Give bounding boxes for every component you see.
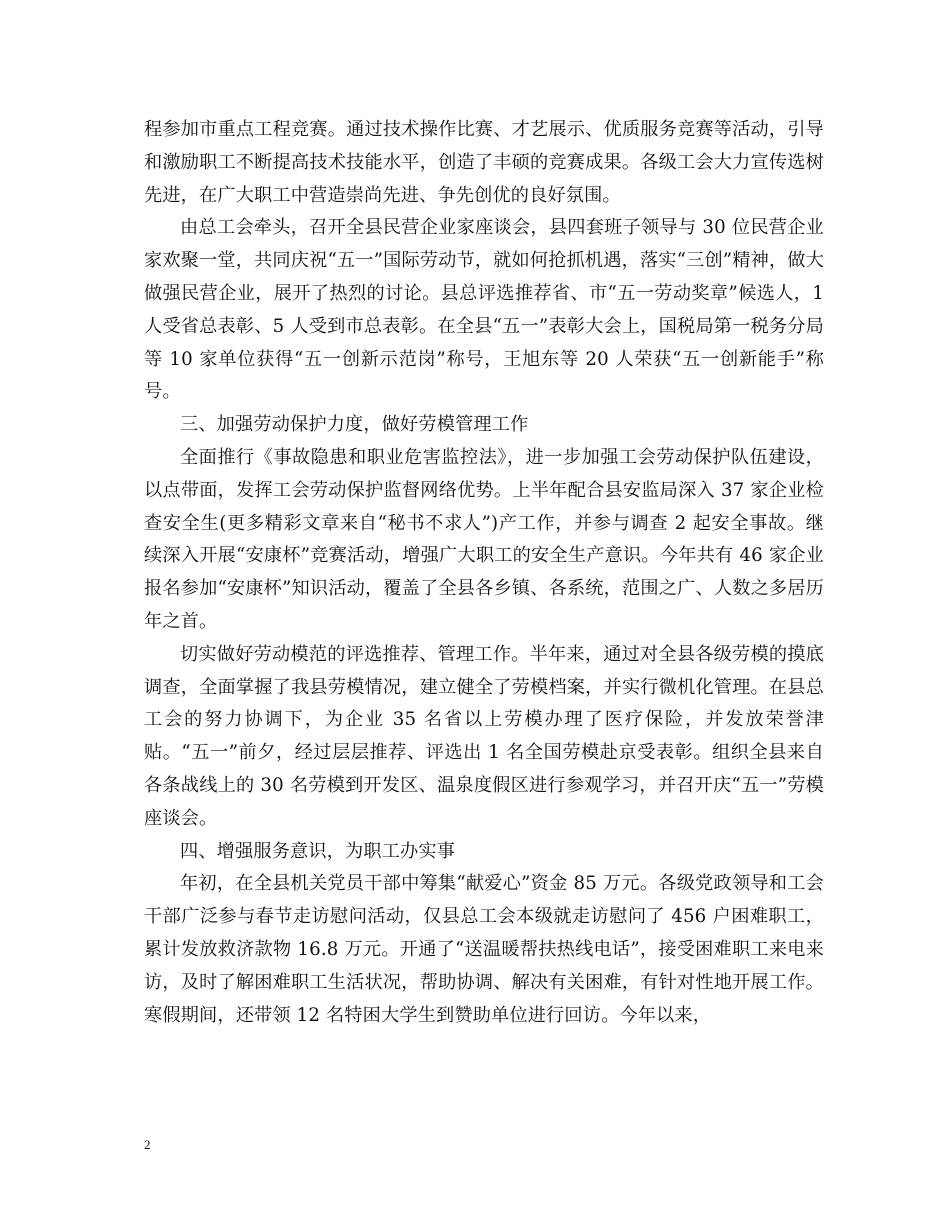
section-heading-3: 三、加强劳动保护力度，做好劳模管理工作 [180, 414, 529, 436]
paragraph-7: 年初，在全县机关党员干部中筹集“献爱心”资金 85 万元。各级党政领导和工会干部广泛参与春节走访慰问活动，仅县总工会本级就走访慰问了 456 户困难职工，累计发放救济款物 16.8 万元。开通了“送温暖帮扶热线电话”，接受困难职工来电来访，及时了解困难职工生活状况，帮助协调、解决有关困难，有针对性地开展工作。寒假期间，还带领 12 名特困大学生到赞助单位进行回访。今年以来， [144, 873, 824, 1026]
section-heading-4: 四、增强服务意识，为职工办实事 [180, 840, 456, 862]
paragraph-2: 由总工会牵头，召开全县民营企业家座谈会，县四套班子领导与 30 位民营企业家欢聚一堂，共同庆祝“五一”国际劳动节，就如何抢抓机遇，落实“三创”精神，做大做强民营企业，展开了热烈的讨论。县总评选推荐省、市“五一劳动奖章”候选人，1 人受省总表彰、5 人受到市总表彰。在全县“五一”表彰大会上，国税局第一税务分局等 10 家单位获得“五一创新示范岗”称号，王旭东等 20 人荣获“五一创新能手”称号。 [144, 217, 824, 403]
paragraph-1: 程参加市重点工程竞赛。通过技术操作比赛、才艺展示、优质服务竞赛等活动，引导和激励职工不断提高技术技能水平，创造了丰硕的竞赛成果。各级工会大力宣传选树先进，在广大职工中营造崇尚先进、争先创优的良好氛围。 [144, 119, 824, 206]
paragraph-4: 全面推行《事故隐患和职业危害监控法》，进一步加强工会劳动保护队伍建设，以点带面，发挥工会劳动保护监督网络优势。上半年配合县安监局深入 37 家企业检查安全生(更多精彩文章来自“秘书不求人”)产工作，并参与调查 2 起安全事故。继续深入开展“安康杯”竞赛活动，增强广大职工的安全生产意识。今年共有 46 家企业报名参加“安康杯”知识活动，覆盖了全县各乡镇、各系统，范围之广、人数之多居历年之首。 [144, 446, 824, 632]
document-body [144, 114, 824, 1032]
page-number: 2 [144, 1137, 151, 1152]
paragraph-5: 切实做好劳动模范的评选推荐、管理工作。半年来，通过对全县各级劳模的摸底调查，全面掌握了我县劳模情况，建立健全了劳模档案，并实行微机化管理。在县总工会的努力协调下，为企业 35 名省以上劳模办理了医疗保险，并发放荣誉津贴。“五一”前夕，经过层层推荐、评选出 1 名全国劳模赴京受表彰。组织全县来自各条战线上的 30 名劳模到开发区、温泉度假区进行参观学习，并召开庆“五一”劳模座谈会。 [144, 643, 824, 829]
